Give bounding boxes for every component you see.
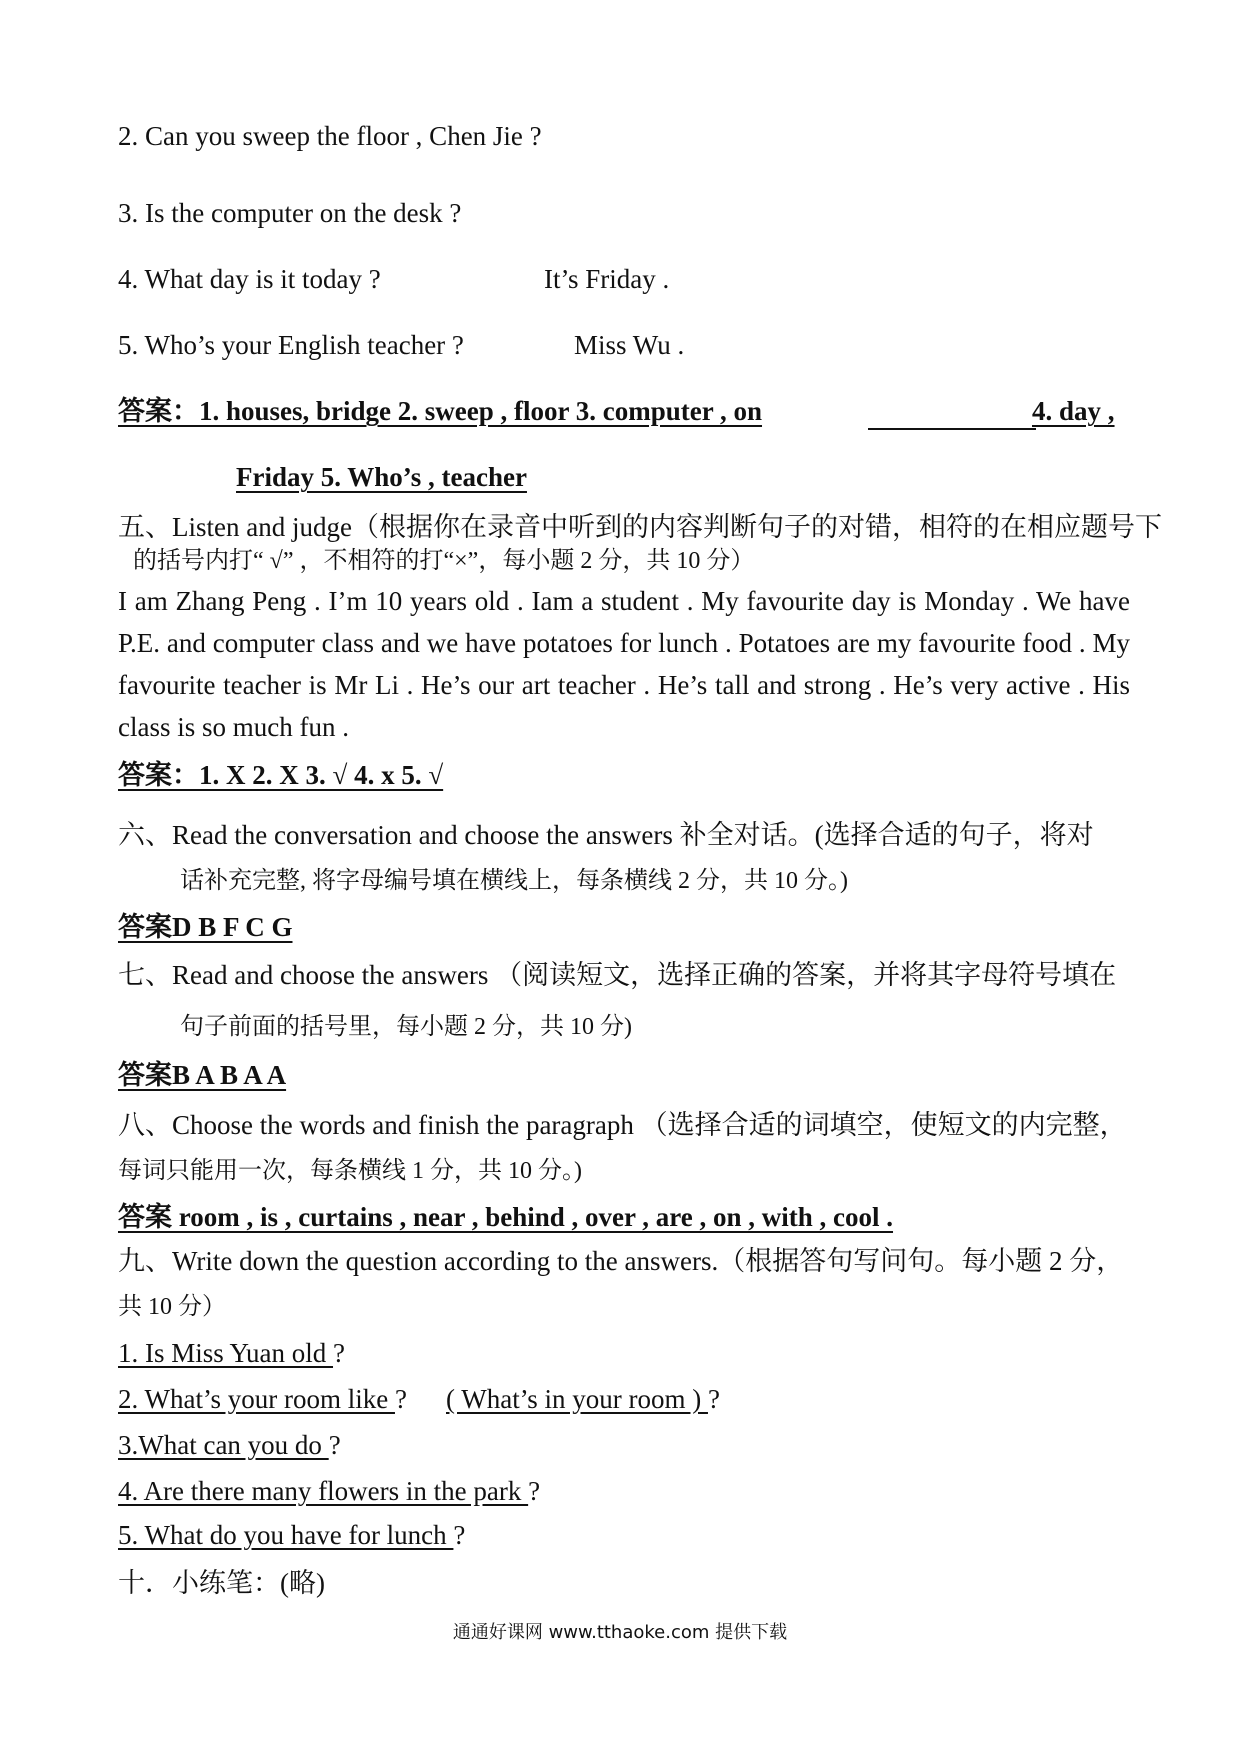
section8-heading: 八、Choose the words and finish the paragraph （选择合适的词填空，使短文的内完整， bbox=[118, 1110, 1127, 1140]
section9-heading: 九、Write down the question according to the answers.（根据答句写问句。每小题 2 分， bbox=[118, 1246, 1124, 1276]
question-mark: ? bbox=[394, 1384, 407, 1414]
section9-heading-cont: 共 10 分） bbox=[118, 1294, 226, 1320]
question-item-2: 2. Can you sweep the floor , Chen Jie ? bbox=[118, 121, 542, 151]
section9-answer-1 bbox=[118, 1336, 345, 1370]
answer-underline-gap bbox=[868, 428, 1036, 430]
section7-heading-cont: 句子前面的括号里，每小题 2 分，共 10 分) bbox=[180, 1014, 632, 1040]
question-item-4: 4. What day is it today ? bbox=[118, 264, 381, 294]
section4-answer-line1-end: 4. day , bbox=[1032, 396, 1115, 426]
section4-answer-line1: 答案：1. houses, bridge 2. sweep , floor 3. computer , on bbox=[118, 396, 763, 426]
answer-text: 3.What can you do bbox=[118, 1430, 329, 1460]
section5-answer: 答案：1. X 2. X 3. √ 4. x 5. √ bbox=[118, 760, 444, 790]
section9-answer-5 bbox=[118, 1518, 465, 1552]
section9-answer-2 bbox=[118, 1382, 407, 1416]
section8-heading-cont: 每词只能用一次，每条横线 1 分，共 10 分。) bbox=[118, 1158, 582, 1184]
section4-answer-line2: Friday 5. Who’s , teacher bbox=[236, 462, 527, 492]
question-mark: ? bbox=[328, 1430, 341, 1460]
question-item-4-answer: It’s Friday . bbox=[544, 264, 670, 294]
question-mark: ? bbox=[453, 1520, 466, 1550]
section10-heading: 十．小练笔：(略) bbox=[118, 1568, 325, 1598]
section5-passage: I am Zhang Peng . I’m 10 years old . Iam a student . My favourite day is Monday . We have P.E. and computer class and we have potatoes for lunch . Potatoes are my favourite food . My favourite teacher is Mr Li . He’s our art teacher . He’s tall and strong . He’s very active . His class is so much fun . bbox=[118, 586, 1130, 742]
question-item-5: 5. Who’s your English teacher ? bbox=[118, 330, 464, 360]
section7-answer: 答案B A B A A bbox=[118, 1060, 287, 1090]
answer-text: 1. Is Miss Yuan old bbox=[118, 1338, 334, 1368]
section6-heading: 六、Read the conversation and choose the answers 补全对话。(选择合适的句子，将对 bbox=[118, 820, 1094, 850]
section6-heading-cont: 话补充完整, 将字母编号填在横线上，每条横线 2 分，共 10 分。) bbox=[180, 868, 848, 894]
answer-text: 4. Are there many flowers in the park bbox=[118, 1476, 529, 1506]
section6-answer: 答案D B F C G bbox=[118, 912, 293, 942]
section5-heading-cont: 的括号内打“ √” ，不相符的打“×”，每小题 2 分，共 10 分） bbox=[133, 548, 755, 574]
question-mark: ? bbox=[528, 1476, 541, 1506]
footer-credit: 通通好课网 www.tthaoke.com 提供下载 bbox=[452, 1622, 788, 1643]
question-item-3: 3. Is the computer on the desk ? bbox=[118, 198, 462, 228]
answer-text: 2. What’s your room like bbox=[118, 1384, 395, 1414]
question-item-5-answer: Miss Wu . bbox=[574, 330, 685, 360]
answer-text: ( What’s in your room ) bbox=[446, 1384, 708, 1414]
section8-answer: 答案 room , is , curtains , near , behind , over , are , on , with , cool . bbox=[118, 1202, 894, 1232]
section5-heading: 五、Listen and judge（根据你在录音中听到的内容判断句子的对错，相符的在相应题号下 bbox=[118, 512, 1162, 542]
section9-answer-3 bbox=[118, 1428, 341, 1462]
question-mark: ? bbox=[707, 1384, 720, 1414]
answer-text: 5. What do you have for lunch bbox=[118, 1520, 454, 1550]
section7-heading: 七、Read and choose the answers （阅读短文，选择正确的答案，并将其字母符号填在 bbox=[118, 960, 1117, 990]
section9-answer-4 bbox=[118, 1474, 540, 1508]
section9-answer-2-alt bbox=[446, 1382, 720, 1416]
question-mark: ? bbox=[333, 1338, 345, 1368]
